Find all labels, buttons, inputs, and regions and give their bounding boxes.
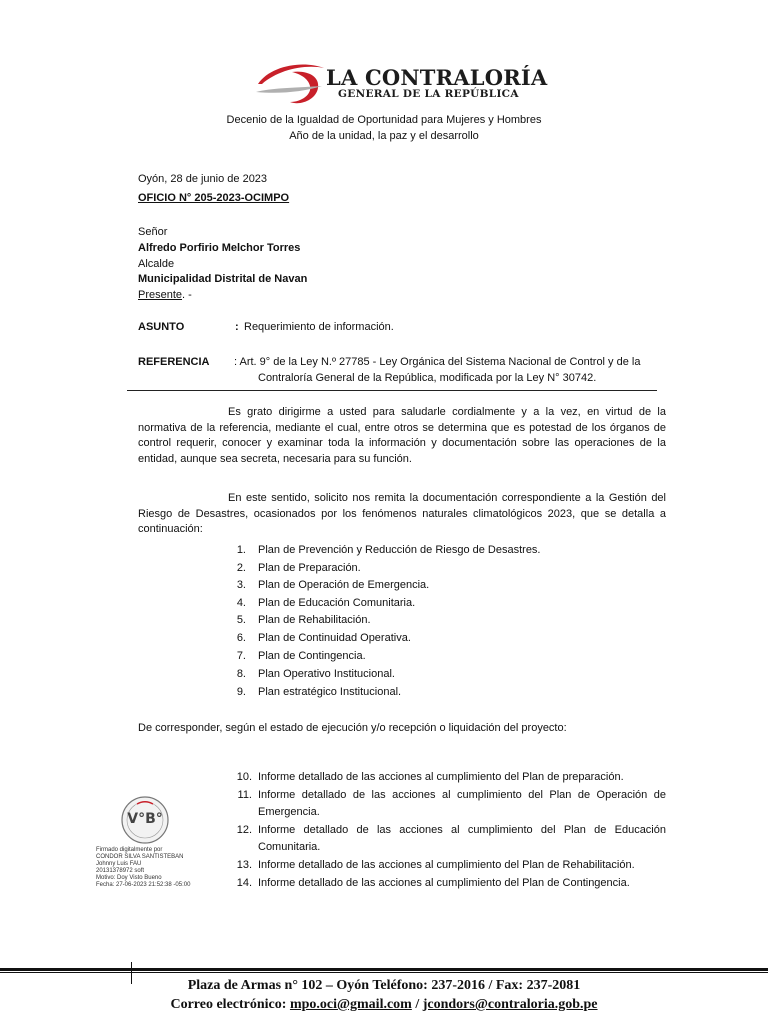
recipient-role: Alcalde <box>138 258 175 270</box>
paragraph-1-text: Es grato dirigirme a usted para saludarle cordialmente y a la vez, en virtud de la normativa de la referencia, mediante el cual, entre otros se determina que es potestad de los órganos de control requerir, conocer y examinar toda la información y documentación sobre las operaciones de la entidad, aunque sea secreta, necesaria para su función. <box>138 406 666 465</box>
place-date: Oyón, 28 de junio de 2023 <box>138 173 268 185</box>
list-item <box>222 668 642 685</box>
referencia-label: REFERENCIA <box>138 356 210 368</box>
list-item <box>222 650 642 667</box>
presente-line <box>138 289 192 301</box>
list-item <box>222 544 642 561</box>
list-item-text: Plan de Contingencia. <box>258 649 366 662</box>
footer-email-1-link[interactable]: mpo.oci@gmail.com <box>289 997 412 1012</box>
list-item-text-cont: Comunitaria. <box>258 841 321 853</box>
footer-email-label: Correo electrónico: <box>170 997 290 1012</box>
list-item-text: Plan estratégico Institucional. <box>258 685 402 698</box>
list-item-number: 13. <box>236 859 252 871</box>
footer-rule-thin <box>0 972 768 973</box>
logo-subtitle: GENERAL DE LA REPÚBLICA <box>338 88 519 100</box>
paragraph-1 <box>138 405 666 467</box>
recipient-org: Municipalidad Distrital de Navan <box>138 273 308 285</box>
contraloria-logo <box>252 62 548 112</box>
list-item-text: Informe detallado de las acciones al cumplimiento del Plan de Contingencia. <box>258 877 630 889</box>
list-item-number: 6. <box>236 632 246 644</box>
list-item <box>222 562 642 579</box>
list-item-text: Plan Operativo Institucional. <box>258 668 395 680</box>
paragraph-2 <box>138 491 666 538</box>
list-item-text: Plan de Educación Comunitaria. <box>258 596 416 609</box>
salutation: Señor <box>138 226 168 238</box>
list-item-number: 12. <box>236 824 252 836</box>
list-item-text: Informe detallado de las acciones al cumplimiento del Plan de Educación <box>258 824 666 836</box>
list-item-text: Informe detallado de las acciones al cumplimiento del Plan de preparación. <box>258 771 624 783</box>
list-item-number: 11. <box>237 789 252 801</box>
referencia-divider <box>127 390 657 391</box>
list-item-number: 1. <box>236 544 246 556</box>
list-item-text: Plan de Continuidad Operativa. <box>258 632 411 644</box>
list-item-number: 7. <box>236 649 246 662</box>
list-item-number: 4. <box>236 596 246 609</box>
recipient-name: Alfredo Porfirio Melchor Torres <box>138 242 301 254</box>
decade-line: Decenio de la Igualdad de Oportunidad para Mujeres y Hombres <box>226 114 542 126</box>
list-item-text: Plan de Rehabilitación. <box>258 614 371 627</box>
list-item <box>222 686 642 703</box>
signature-ruc: 20131378972 soft <box>96 868 145 874</box>
oficio-number: OFICIO N° 205-2023-OCIMPO <box>138 192 290 204</box>
presente-word: Presente <box>138 289 183 301</box>
referencia-line2: Contraloría General de la República, modificada por la Ley N° 30742. <box>258 372 597 384</box>
list-item <box>222 597 642 614</box>
footer-email-2-link[interactable]: jcondors@contraloria.gob.pe <box>422 997 598 1012</box>
list-item-text: Plan de Prevención y Reducción de Riesgo de Desastres. <box>258 544 541 556</box>
list-item-text: Plan de Operación de Emergencia. <box>258 579 430 592</box>
footer-email-line <box>0 997 768 1013</box>
signature-line: Firmado digitalmente por <box>96 847 163 853</box>
vobo-seal <box>120 795 170 845</box>
asunto-text: Requerimiento de información. <box>244 321 394 333</box>
footer-email-separator: / <box>411 997 423 1012</box>
list-item-text: Informe detallado de las acciones al cumplimiento del Plan de Rehabilitación. <box>258 859 635 871</box>
list-item-number: 3. <box>236 579 246 592</box>
list-item <box>222 614 642 631</box>
list-item-number: 10. <box>236 771 252 783</box>
list-item-text: Plan de Preparación. <box>258 561 361 574</box>
footer-rule-thick <box>0 968 768 971</box>
list-item <box>222 579 642 596</box>
list-item-number: 2. <box>236 561 246 574</box>
contraloria-emblem-icon <box>252 62 332 112</box>
list-item-text: Informe detallado de las acciones al cumplimiento del Plan de Operación de <box>258 789 666 801</box>
list-item-text-cont: Emergencia. <box>258 806 320 818</box>
signature-date: Fecha: 27-06-2023 21:52:38 -05:00 <box>96 882 191 888</box>
referencia-line1: : Art. 9° de la Ley N.º 27785 - Ley Orgánica del Sistema Nacional de Control y de la <box>234 356 641 368</box>
asunto-label: ASUNTO <box>138 321 185 333</box>
presente-suffix: . - <box>182 289 192 301</box>
signature-block <box>96 847 190 889</box>
paragraph-3: De corresponder, según el estado de ejecución y/o recepción o liquidación del proyecto: <box>138 722 567 734</box>
list-item-number: 8. <box>236 668 246 680</box>
vobo-text: V°B° <box>127 811 163 827</box>
asunto-colon: : <box>235 321 239 333</box>
list-item-number: 5. <box>236 614 246 627</box>
list-item-number: 14. <box>236 877 252 889</box>
footer-address: Plaza de Armas n° 102 – Oyón Teléfono: 237-2016 / Fax: 237-2081 <box>187 978 581 993</box>
logo-title: LA CONTRALORÍA <box>326 65 548 90</box>
list-item-number: 9. <box>236 685 246 698</box>
year-line: Año de la unidad, la paz y el desarrollo <box>289 130 479 142</box>
signature-signer: CONDOR SILVA SANTISTEBAN <box>96 854 184 860</box>
paragraph-2-text: En este sentido, solicito nos remita la documentación correspondiente a la Gestión del Riesgo de Desastres, ocasionados por los fenómenos naturales climatológicos 2023, que se detalla a continuación: <box>138 492 666 535</box>
signature-reason: Motivo: Doy Visto Bueno <box>96 875 162 881</box>
list-item <box>222 632 642 649</box>
signature-signer-2: Johnny Luis FAU <box>96 861 142 867</box>
